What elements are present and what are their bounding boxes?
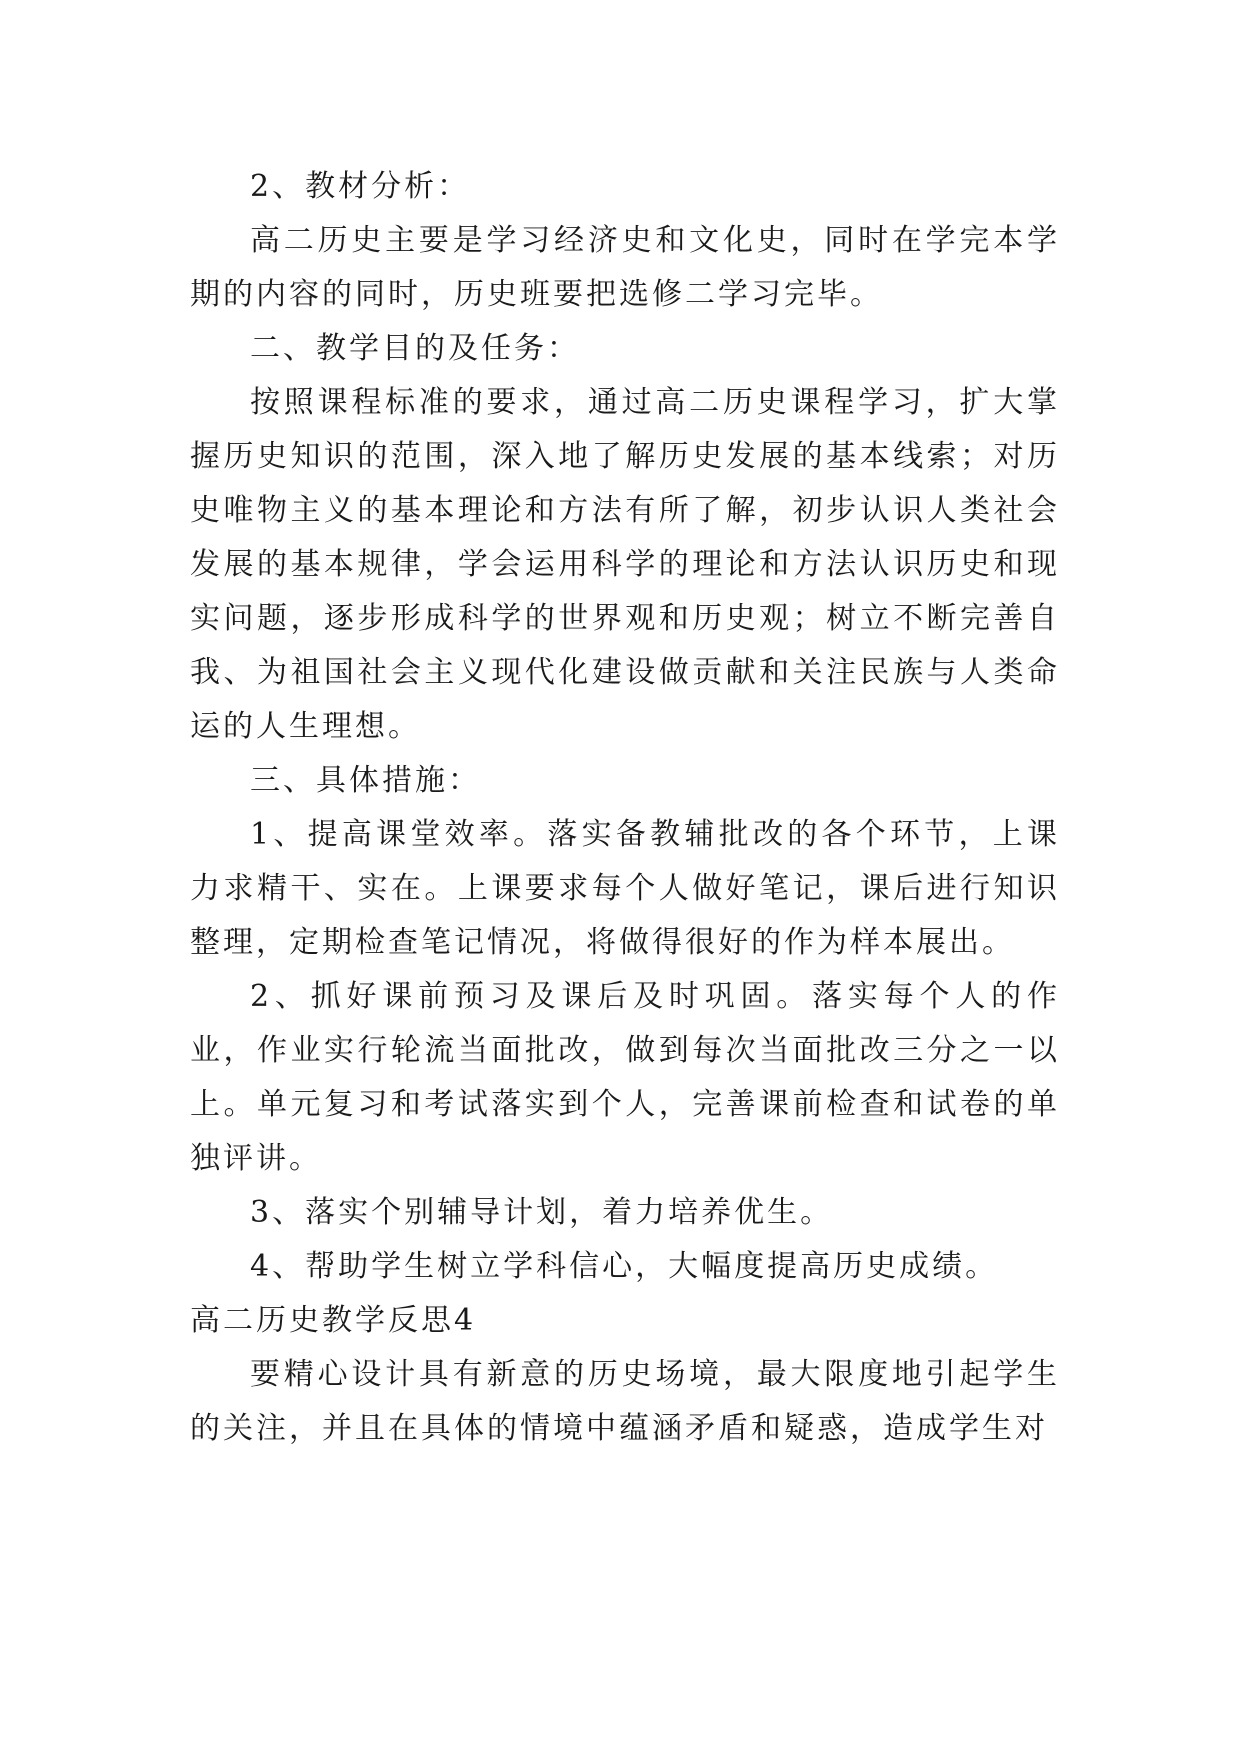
- section-title: 高二历史教学反思4: [190, 1303, 477, 1338]
- paragraph-measures-heading: 三、具体措施：: [250, 763, 481, 798]
- paragraph-teaching-goals-body: 按照课程标准的要求，通过高二历史课程学习，扩大掌握历史知识的范围，深入地了解历史发展的基本线索；对历史唯物主义的基本理论和方法有所了解，初步认识人类社会发展的基本规律，学会运用科学的理论和方法认识历史和现实问题，逐步形成科学的世界观和历史观；树立不断完善自我、为祖国社会主义现代化建设做贡献和关注民族与人类命运的人生理想。: [190, 385, 1060, 744]
- paragraph-measure-1: 1、提高课堂效率。落实备教辅批改的各个环节，上课力求精干、实在。上课要求每个人做好笔记，课后进行知识整理，定期检查笔记情况，将做得很好的作为样本展出。: [190, 817, 1060, 960]
- paragraph-measure-4: 4、帮助学生树立学科信心，大幅度提高历史成绩。: [250, 1249, 999, 1284]
- paragraph-measure-2: 2、抓好课前预习及课后及时巩固。落实每个人的作业，作业实行轮流当面批改，做到每次当面批改三分之一以上。单元复习和考试落实到个人，完善课前检查和试卷的单独评讲。: [190, 979, 1060, 1176]
- paragraph-textbook-analysis: 2、教材分析：: [250, 169, 471, 204]
- paragraph-textbook-analysis-body: 高二历史主要是学习经济史和文化史，同时在学完本学期的内容的同时，历史班要把选修二学习完毕。: [190, 223, 1060, 312]
- document-body: [190, 160, 1060, 1456]
- paragraph-measure-3: 3、落实个别辅导计划，着力培养优生。: [250, 1195, 834, 1230]
- paragraph-reflection-body: 要精心设计具有新意的历史场境，最大限度地引起学生的关注，并且在具体的情境中蕴涵矛盾和疑惑，造成学生对: [190, 1357, 1060, 1446]
- paragraph-teaching-goals-heading: 二、教学目的及任务：: [250, 331, 580, 366]
